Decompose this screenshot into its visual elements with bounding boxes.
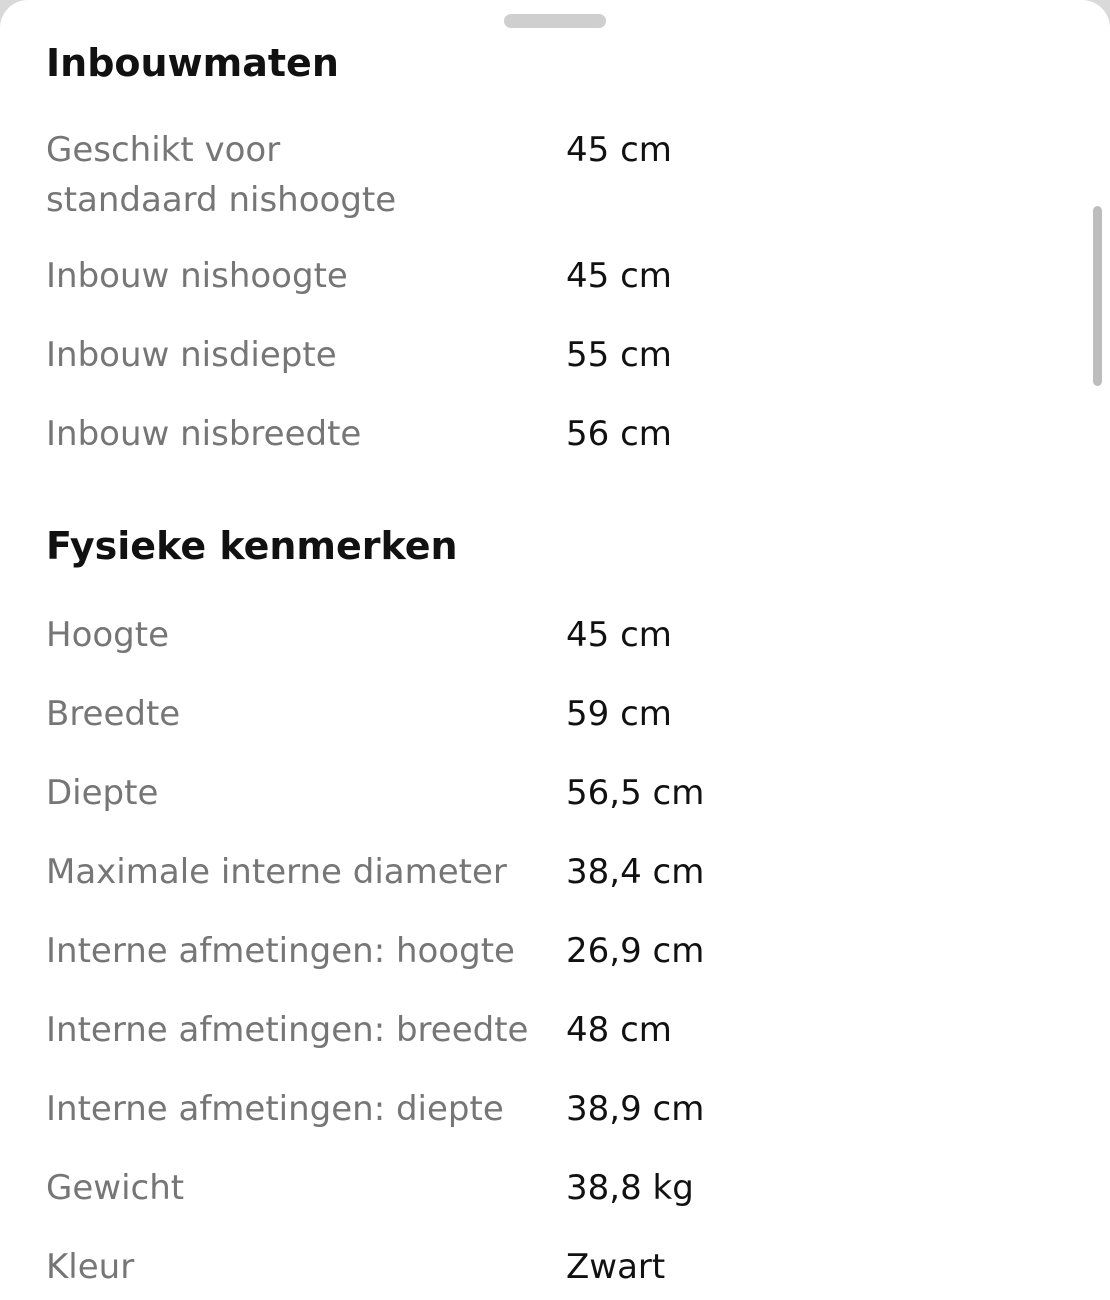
spec-label: Geschikt voor standaard nishoogte <box>46 130 397 220</box>
spec-label: Interne afmetingen: breedte <box>46 1010 529 1050</box>
spec-label: Interne afmetingen: hoogte <box>46 931 515 971</box>
spec-label: Inbouw nisbreedte <box>46 414 362 454</box>
spec-value: 45 cm <box>566 256 672 296</box>
spec-value: 26,9 cm <box>566 931 705 971</box>
spec-value: 38,4 cm <box>566 852 705 892</box>
drag-handle[interactable] <box>504 14 606 28</box>
spec-label: Breedte <box>46 694 181 734</box>
spec-value: 59 cm <box>566 694 672 734</box>
spec-value: 38,9 cm <box>566 1089 705 1129</box>
scrollbar-thumb[interactable] <box>1093 206 1102 386</box>
spec-label: Gewicht <box>46 1168 185 1208</box>
spec-value: 55 cm <box>566 335 672 375</box>
spec-label: Maximale interne diameter <box>46 852 507 892</box>
spec-value: 45 cm <box>566 130 672 170</box>
spec-value: Zwart <box>566 1247 666 1287</box>
section-title-fysieke-kenmerken: Fysieke kenmerken <box>46 524 458 568</box>
spec-label: Inbouw nisdiepte <box>46 335 337 375</box>
spec-label: Kleur <box>46 1247 135 1287</box>
spec-value: 56,5 cm <box>566 773 705 813</box>
spec-label: Diepte <box>46 773 159 813</box>
spec-label: Interne afmetingen: diepte <box>46 1089 504 1129</box>
spec-value: 48 cm <box>566 1010 672 1050</box>
spec-value: 45 cm <box>566 615 672 655</box>
section-title-inbouwmaten: Inbouwmaten <box>46 41 339 85</box>
spec-value: 38,8 kg <box>566 1168 694 1208</box>
spec-value: 56 cm <box>566 414 672 454</box>
spec-label: Inbouw nishoogte <box>46 256 348 296</box>
spec-label: Hoogte <box>46 615 170 655</box>
